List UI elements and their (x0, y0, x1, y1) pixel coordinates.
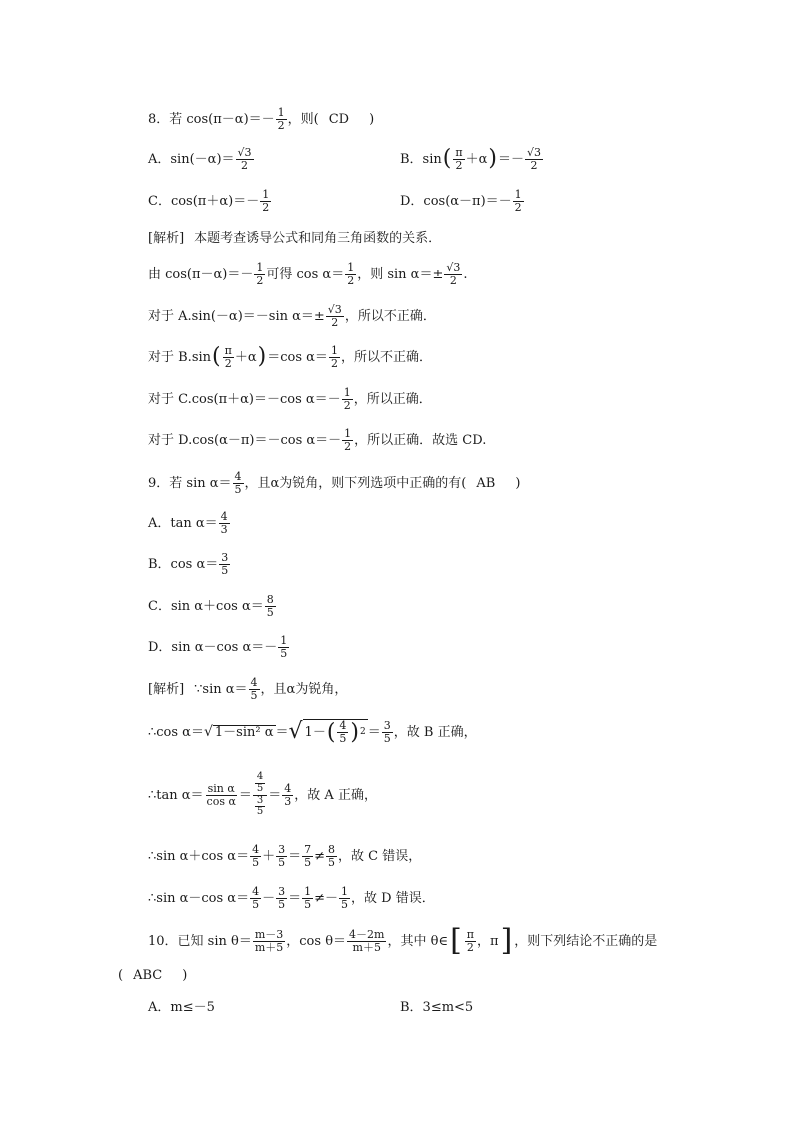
q9-solution-line-1: [解析] ∵sin α＝ $\frac{4}{5}$ ，且α为锐角， (148, 675, 348, 702)
q8-option-d: D．cos(α－π)＝－ $\frac{1}{2}$ (400, 187, 522, 214)
q9-option-d: D．sin α－cos α＝－ $\frac{1}{5}$ (148, 633, 288, 660)
fraction: $\frac{1}{2}$ (277, 105, 285, 132)
question-9-stem: 9．若 sin α＝ $\frac{4}{5}$ ，且α为锐角，则下列选项中正确的有( AB ) (148, 469, 521, 496)
q8-solution-c: 对于 C.cos(π＋α)＝－cos α＝－ $\frac{1}{2}$ ，所以正确． (148, 385, 432, 412)
q9-option-a: A．tan α＝ $\frac{4}{3}$ (148, 509, 228, 536)
analysis-tag: [解析] (148, 230, 185, 246)
q8-option-a: A．sin(－α)＝ $\frac{√3}{2}$ (148, 145, 252, 172)
q9-solution-line-5: ∴sin α－cos α＝ $\frac{4}{5}$ － $\frac{3}{5}$ ＝ $\frac{1}{5}$ ≠－ $\frac{1}{5}$ ，故 D 错误． (148, 884, 435, 911)
q8-solution-b: 对于 B.sin ( $\frac{\pi}{2}$ ＋α ) ＝cos α＝ $\frac{1}{2}$ ，所以不正确． (148, 343, 432, 370)
q9-solution-line-3: ∴tan α＝ $\frac{\text{sin α}}{\text{cos α}}$ ＝ 4 5 3 5 ＝ $\frac{4}{3}$ ，故 A 正确， (148, 770, 377, 818)
q8-solution-line-1: 由 cos(π－α)＝－ $\frac{1}{2}$ 可得 cos α＝ $\frac{1}{2}$ ，则 sin α＝± $\frac{√3}{2}$ . (148, 260, 468, 287)
question-10-answer-line: ( ABC ) (118, 967, 188, 983)
q9-option-b: B．cos α＝ $\frac{3}{5}$ (148, 550, 229, 577)
q8-solution-intro: [解析] 本题考查诱导公式和同角三角函数的关系． (148, 230, 442, 246)
q10-option-b: B．3≤m<5 (400, 999, 474, 1015)
question-8-stem: 8．若 cos(π－α)＝－ $\frac{1}{2}$ ，则( CD ) (148, 105, 375, 132)
q10-option-a: A．m≤－5 (148, 999, 215, 1015)
q9-option-c: C．sin α＋cos α＝ $\frac{8}{5}$ (148, 592, 274, 619)
q8-solution-a: 对于 A.sin(－α)＝－sin α＝± $\frac{√3}{2}$ ，所以不正确． (148, 302, 436, 329)
q9-solution-line-4: ∴sin α＋cos α＝ $\frac{4}{5}$ ＋ $\frac{3}{5}$ ＝ $\frac{7}{5}$ ≠ $\frac{8}{5}$ ，故 C 错误， (148, 842, 422, 869)
answer-8: CD (328, 111, 350, 127)
analysis-tag: [解析] (148, 681, 185, 697)
q8-option-c: C．cos(π＋α)＝－ $\frac{1}{2}$ (148, 187, 270, 214)
q8-option-b: B．sin ( $\frac{\pi}{2}$ ＋α ) ＝－ $\frac{√3}{2}$ (400, 145, 541, 172)
question-10-stem: 10．已知 sin θ＝ $\frac{m-3}{m+5}$ ，cos θ＝ $\frac{4-2m}{m+5}$ ，其中 θ∈ [ $\frac{\pi}{2}$ ，π ] ，则下列结论不正确的是 (148, 923, 658, 958)
answer-9: AB (476, 475, 496, 491)
q9-solution-line-2: ∴cos α＝ √ 1－sin² α ＝ √ 1－ ( $\frac{4}{5}$ ) 2 ＝ $\frac{3}{5}$ ，故 B 正确， (148, 718, 477, 745)
answer-10: ABC (133, 967, 163, 983)
q8-solution-d: 对于 D.cos(α－π)＝－cos α＝－ $\frac{1}{2}$ ，所以正确．故选 CD. (148, 426, 487, 453)
